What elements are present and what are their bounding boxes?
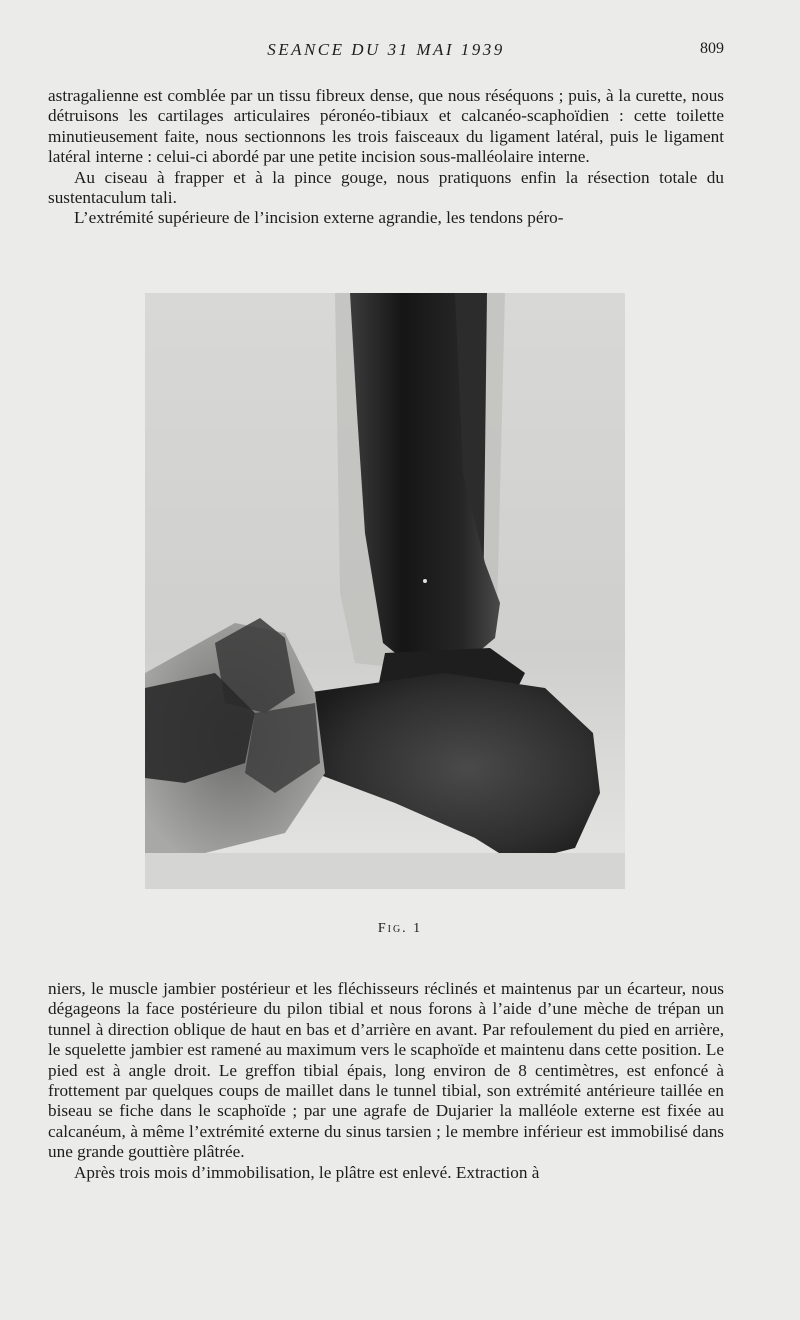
paragraph: L’extrémité supérieure de l’incision externe agrandie, les tendons péro-	[74, 208, 564, 228]
body-text-top	[48, 86, 724, 229]
paragraph: Après trois mois d’immobilisation, le plâtre est enlevé. Extraction à	[74, 1162, 540, 1182]
radiograph-figure	[145, 293, 625, 889]
paragraph: Au ciseau à frapper et à la pince gouge, nous pratiquons enfin la résection totale du sustentaculum tali.	[48, 167, 724, 208]
running-title: SEANCE DU 31 MAI 1939	[267, 40, 505, 59]
page-header	[48, 40, 724, 64]
ankle-xray-image	[145, 293, 625, 889]
page-number: 809	[700, 40, 724, 57]
paragraph-continuation: niers, le muscle jambier postérieur et les fléchisseurs réclinés et maintenus par un écarteur, nous dégageons la face postérieure du pilon tibial et nous forons à l’aide d’une mèche de trépan un tunnel à direction oblique de haut en bas et d’arrière en avant. Par refoulement du pied en arrière, le squelette jambier est ramené au maximum vers le scaphoïde et maintenu dans cette position. Le pied est à angle droit. Le greffon tibial épais, long environ de 8 centimètres, est enfoncé à frottement par quelques coups de maillet dans le tunnel tibial, son extrémité antérieure taillée en biseau se fiche dans le scaphoïde ; par une agrafe de Dujarier la malléole externe est fixée au calcanéum, à même l’extrémité externe du sinus tarsien ; le membre inférieur est immobilisé dans une grande gouttière plâtrée.	[48, 979, 724, 1162]
body-text-bottom	[48, 979, 724, 1183]
figure-caption: Fig. 1	[377, 921, 423, 936]
paragraph-continuation: astragalienne est comblée par un tissu fibreux dense, que nous réséquons ; puis, à la curette, nous détruisons les cartilages articulaires péronéo-tibiaux et calcanéo-scaphoïdien : cette toilette minutieusement faite, nous sectionnons les trois faisceaux du ligament latéral, puis le ligament latéral interne : celui-ci abordé par une petite incision sous-malléolaire interne.	[48, 86, 724, 167]
